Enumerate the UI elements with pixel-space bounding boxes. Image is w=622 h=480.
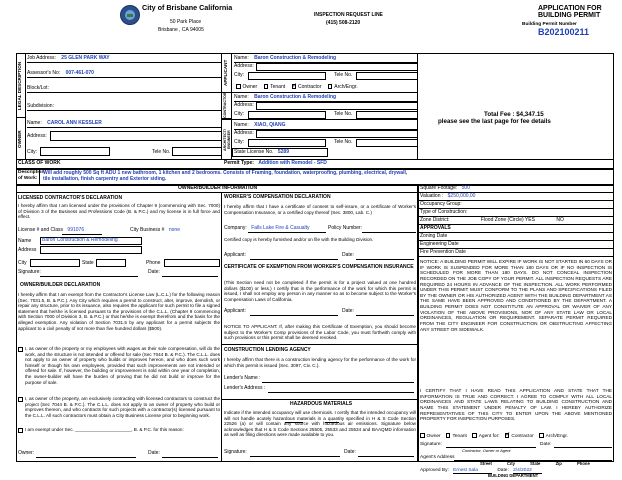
hazard-text: Indicate if the intended occupancy will use chemicals. I certify that the intended occupancy will will not handle acutely hazardous materials in a quantity specified in H & S Code Section 22526 (a) or will contain any source with hazardous air emissions. Signature below acknowledges that H & S Code Sections 25505, 25533 and 25534 and BAAQMD information as well as filing directions were made available to you. [224, 410, 416, 438]
approved-by-value: Ernest Sala [453, 468, 492, 474]
fire-date-label: Fire Prevention Date [420, 249, 466, 255]
lc-name-row [18, 239, 31, 245]
lc-state-field[interactable] [96, 259, 126, 267]
checkbox-icon[interactable] [18, 428, 23, 433]
architect-address-field[interactable] [256, 130, 418, 138]
wc-cert-text: Certified copy is hereby furnished and/or on file with the Building Division. [224, 237, 374, 242]
zone-row [418, 217, 614, 225]
construction-row [418, 209, 614, 217]
architect-city-field[interactable] [248, 139, 326, 147]
approved-date-value: 2/4/2022 [513, 468, 542, 474]
applicant-tel-label: Tele No. [334, 72, 353, 78]
job-address-row [27, 56, 222, 63]
wc-date-line [356, 259, 414, 260]
checkbox-icon[interactable] [18, 347, 23, 352]
side-role-row [420, 433, 568, 439]
owner-address-label: Address: [27, 133, 47, 139]
side-signature-label: Signature: [420, 442, 442, 447]
fee-note: please see the last page for fee details [438, 118, 551, 125]
architect-name-label: Name: [234, 122, 249, 128]
zoning-date-label: Zoning Date [420, 233, 448, 239]
lc-date-label: Date: [148, 269, 160, 275]
permit-number: B202100211 [538, 27, 590, 37]
ob-option-3-text: I am exempt under Sec. ______________________, B. & P.C. for this reason: [25, 427, 184, 432]
description-value: Will add roughly 500 Sq ft ADU 1 new bathroom, 1 kitchen and 2 bedrooms. Consists of Framing, foundation, waterproofing, plumbing, electrical, drywall, tile installation, finish carpentry and Exterior siding. [43, 170, 408, 182]
job-address-label: Job Address: [27, 55, 56, 61]
certify-text: I CERTIFY THAT I HAVE READ THIS APPLICATION AND STATE THAT THE INFORMATION IS TRUE AND CORRECT. I AGREE TO COMPLY WITH ALL LOCAL ORDINANCES AND STATE LAWS RELATING TO BUILDING CONSTRUCTION AND NAME THIS STATEMENT UNDER PENALTY OF LAW. I HEREBY AUTHORIZE REPRESENTATIVES OF THIS CITY TO ENTER UPON THE ABOVE MENTIONED PROPERTY FOR INSPECTION PURPOSES. [420, 388, 612, 422]
owner-tel-label: Tele No. [152, 149, 171, 155]
permit-notice: NOTICE: A BUILDING PERMIT WILL EXPIRE IF WORK IS NOT STARTED IN 60 DAYS OR IF WORK IS SUSPENDED FOR MORE THAN 180 DAYS OR IF NO INSPECTION IS SCHEDULED FOR MORE THAN 180 DAYS. DO NOT CONCEAL INSPECTION RECORDED ON THE JOB COPY OF YOUR PERMIT. ALL INSPECTION REQUESTS ARE REQUIRED 24 HOURS IN ADVANCE OF THE INSPECTION. ALL WORK PERFORMED UNDER THIS PERMIT MUST CONFORM TO THE PLANS AND SPECIFICATIONS FILED BY THE OWNER OR HIS AUTHORIZED AGENT WITH THE BUILDING DEPARTMENT AS THE SAME HAVE BEEN APPROVED AND CONDITIONED BY THE DEPARTMENT. A BUILDING PERMIT DOES NOT CONSTITUTE AN APPROVAL OR WAIVER OF ANY VIOLATION OF THE ABOVE PROVISIONS, NOR OF ANY STATE LAW OR LOCAL ORDINANCES, REGULATION OR REQUIREMENT. SEPARATE PERMIT REQUIRED FROM THE CITY ENGINEER FOR CONSTRUCTION OR OBSTRUCTING AFFECTING ANY STREET OR SIDEWALK. [420, 259, 612, 332]
architect-city-label: City: [234, 139, 244, 145]
subdivision-label: Subdivision: [27, 103, 54, 109]
addr-columns [480, 462, 590, 467]
architect-name-row [234, 123, 418, 130]
building-department: BUILDING DEPARTMENT [488, 473, 539, 478]
contractor-name-value: Baron Construction & Remodeling [254, 94, 337, 100]
checkbox-checked-icon[interactable] [505, 433, 510, 438]
biz-license-label: City Business # [130, 227, 165, 233]
lending-title: CONSTRUCTION LENDING AGENCY [224, 347, 311, 353]
application-title-1: APPLICATION FOR [538, 5, 602, 12]
lc-signature-label: Signature: [18, 269, 41, 275]
description-label: Description of Work: [18, 170, 45, 181]
city-address-line1: 50 Park Place [170, 19, 202, 25]
architect-tel-field[interactable] [356, 139, 418, 147]
lc-name-label: Name [18, 238, 32, 244]
exemption-notice: NOTICE TO APPLICANT: If, after making this Certificate of Exemption, you should become subject to the Worker's Comp provisions of the Labor Code, you must forthwith comply with such provisions or this permit shall be deemed revoked. [224, 324, 416, 341]
owner-city-field[interactable] [40, 147, 110, 156]
license-line [62, 234, 102, 235]
owner-tel-field[interactable] [172, 147, 222, 156]
job-address-value: 25 GLEN PARK WAY [61, 55, 110, 61]
wc-company-row [224, 226, 310, 232]
hazard-title: HAZARDOUS MATERIALS [290, 401, 353, 407]
owner-name-row [27, 121, 222, 128]
side-date-label: Date: [540, 442, 552, 447]
owner-name-value: CAROL ANN KESSLER [47, 120, 102, 126]
sqft-label: Square Footage: [420, 185, 458, 191]
lending-divider [222, 344, 418, 345]
block-lot-row [27, 86, 222, 93]
inspection-line-title: INSPECTION REQUEST LINE [314, 12, 383, 18]
lc-signature-line [40, 276, 138, 277]
biz-license-row [130, 228, 180, 234]
side-role-contractor[interactable]: ✓ Contractor [505, 434, 534, 439]
architect-tel-label: Tele No. [334, 139, 353, 145]
ex-date-line [356, 315, 414, 316]
ex-applicant-label: Applicant: [224, 308, 246, 314]
addr-col-zip: Zip [555, 461, 562, 466]
zoning-date-row [418, 233, 614, 241]
lc-phone-field[interactable] [164, 259, 220, 267]
applicant-section-label: APPLICANT [223, 59, 228, 87]
checkbox-icon[interactable] [18, 397, 23, 402]
permit-type-row [224, 161, 327, 167]
architect-license-value: 5289 [277, 149, 289, 155]
applicant-city-label: City: [234, 72, 244, 78]
subdivision-row [27, 104, 222, 111]
checkbox-icon[interactable] [420, 433, 425, 438]
architect-license-label: State License No. [234, 149, 274, 155]
valuation-row [418, 193, 614, 201]
applicant-role-owner[interactable]: Owner [236, 84, 257, 90]
addr-col-phone: Phone [577, 461, 590, 466]
lender-name-label: Lender's Name : [224, 375, 261, 381]
sqft-row [418, 185, 614, 193]
owner-builder-text: I hereby affirm that I am exempt from the Contractor's License Law (L.C.L.) for the following reason (Sec. 7031.5, B. & P.C.). Any City which requires a permit to construct, alter, improve, demolish, or repair any structure, prior to its issuance, also requires the applicant for such permit to file a signed statement that he/she is licensed pursuant to the provisions of the C.L.L. (Chapter 9 commencing with Section 7000 of Division 3, B. & P.C.) or that he/she is exempt therefrom and the basis for the alleged exemption. Any violation of Section 7031.5 by any applicant for a permit subjects the applicant to a civil penalty of not more than five hundred dollars ($500). [18, 292, 220, 331]
addr-col-state: State [530, 461, 541, 466]
fire-date-row [418, 249, 614, 257]
application-title-2: BUILDING PERMIT [538, 12, 601, 19]
approvals-title [418, 225, 614, 233]
checkbox-icon[interactable] [539, 433, 544, 438]
architect-address-label: Address: [234, 130, 254, 136]
assessor-row [27, 71, 222, 78]
occupancy-row [418, 201, 614, 209]
exemption-title: CERTIFICATE OF EXEMPTION FROM WORKER'S COMPENSATION INSURANCE [224, 264, 414, 270]
city-address-line2: Brisbane , CA 94005 [158, 27, 204, 33]
checkbox-icon[interactable] [472, 433, 477, 438]
lender-name-line [262, 382, 414, 383]
contractor-bottom-line [222, 93, 418, 120]
side-role-owner[interactable]: Owner [420, 434, 441, 439]
contractor-name-label: Name: [234, 94, 249, 100]
owner-name-label: Name: [27, 120, 42, 126]
wc-company-value: Falls Lake Fire & Casualty [251, 225, 310, 231]
contractor-address-label: Address: [234, 102, 254, 108]
wc-applicant-label: Applicant: [224, 252, 246, 258]
permit-number-label: Building Permit Number [522, 22, 577, 27]
wc-policy-label: Policy Number: [328, 225, 362, 231]
side-date-line [554, 447, 612, 448]
lc-city-label: City [18, 260, 27, 266]
wc-applicant-line [250, 259, 338, 260]
construction-label: Type of Construction: [420, 209, 468, 215]
applicant-bottom-line [222, 53, 418, 93]
addr-col-street: Street [480, 461, 492, 466]
sig-caption: Contractor, Owner or Agent [462, 448, 511, 453]
side-role-tenant[interactable]: Tenant [446, 434, 467, 439]
inspection-phone: (415) 508-2120 [326, 20, 361, 26]
city-name: City of Brisbane California [142, 3, 233, 12]
ob-option-1-text: I, as owner of the property or my employees with wages as their sole compensation, will do the work, and the structure is not intended or offered for sale (Sec 7044 B. & P.C.). The C.L.L. does not apply to an owner of property who builds or improves hereon, and who does such work himself or though his own employees, provided that such improvements are not intended or offered for sale. If, however, the building or improvement is sold within one year of completion, the owner-builder will have the burden of proving that he did not build or improve for the purpose of sale. [25, 346, 220, 385]
class-of-work-label: CLASS OF WORK [18, 160, 61, 166]
legal-label-box [16, 53, 26, 118]
lc-address-field[interactable] [40, 246, 142, 254]
license-class-label: License # and Class [18, 227, 64, 233]
workers-comp-text: I hereby affirm that I have a certificate of consent to self-insure, or a certificate of Worker's Compensation Insurance, or a certified copy thereof (Sec. 3800, Lab. C.) [224, 204, 416, 215]
city-seal [120, 5, 140, 25]
licensed-contractor-title: LICENSED CONTRACTOR'S DECLARATION [18, 195, 123, 201]
ob-owner-line [36, 457, 136, 458]
applicant-name-value: Baron Construction & Remodeling [254, 55, 337, 61]
assessor-label: Assessor's No: [27, 70, 61, 76]
lc-address-label: Address [18, 247, 37, 253]
contractor-tel-label: Tele No. [334, 111, 353, 117]
engineering-date-row [418, 241, 614, 249]
hazard-will-line [285, 422, 303, 423]
lc-state-label: State [82, 260, 94, 266]
lender-address-line [268, 392, 414, 393]
lc-name-value: Baron Construction & Remodeling [42, 237, 118, 243]
lc-city-field[interactable] [30, 259, 80, 267]
engineering-date-label: Engineering Date [420, 241, 459, 247]
applicant-role-arch[interactable]: Arch/Engr. [328, 84, 358, 90]
flood-label: Flood Zone (Circle) YES [480, 217, 535, 223]
lc-date-line [162, 276, 218, 277]
side-role-agent[interactable]: Agent for: [472, 434, 499, 439]
applicant-role-tenant[interactable]: Tenant [264, 84, 286, 90]
occupancy-label: Occupancy Group: [420, 201, 462, 207]
ob-date-line [162, 457, 218, 458]
zone-label: Zone District: [420, 217, 450, 223]
approvals-title-text: APPROVALS [420, 225, 451, 231]
wc-policy-line [362, 232, 416, 233]
contractor-city-label: City: [234, 111, 244, 117]
sqft-value: 500 [461, 185, 470, 191]
lender-address-label: Lender's Address : [224, 385, 266, 391]
valuation-label: Valuation : [420, 193, 444, 199]
architect-name-value: XIAO, QIANG [254, 122, 286, 128]
permit-type-label: Permit Type: [224, 160, 254, 166]
owner-address-field[interactable] [50, 131, 222, 141]
legal-description-label: LEGAL DESCRIPTION [17, 61, 22, 110]
ob-option-2-text: I, as owner of the property, am exclusively contracting with licensed contractors to construct the project (Sec 7044 B. & P.C.). The C.L.L. does not apply to an owner of property who build or improves thereon, and who contracts for such projects with a contractor(s) licensed pursuant to the C.L.L. All such contractors must obtain a City Business License prior to beginning work. [25, 396, 220, 418]
wc-company-label: Company: [224, 225, 247, 231]
lc-phone-label: Phone [146, 260, 161, 266]
contractor-section-label: CONTRACTOR [223, 92, 227, 118]
ob-date-label: Date: [148, 450, 160, 456]
approved-label: Approved By: [420, 468, 449, 473]
wc-date-label: Date: [342, 252, 354, 258]
hazard-signature-line [250, 456, 340, 457]
hazard-signature-label: Signature: [224, 449, 247, 455]
owner-city-label: City: [27, 149, 37, 155]
assessor-value: 007-461-070 [65, 70, 94, 76]
total-fee: Total Fee : $4,347.15 [484, 111, 544, 118]
architect-license-field[interactable] [232, 148, 328, 157]
ex-date-label: Date: [342, 308, 354, 314]
hazard-willnot-line [325, 422, 339, 423]
architect-section-label: ARCHITECT/ ENGINEER [223, 129, 232, 151]
hazard-divider [222, 399, 418, 400]
licensed-contractor-text: I hereby affirm that I am licensed under the provisions of Chapter 9 (commencing with Sec. 7000) of Division 3 of the Business and Professions Code (B. & P.C.) and my license is in full force and effect. [18, 203, 220, 220]
owner-section-label: OWNER [17, 130, 22, 148]
side-role-arch[interactable]: Arch/Engr. [539, 434, 568, 439]
license-class-row [18, 228, 84, 234]
checkbox-icon[interactable] [446, 433, 451, 438]
hazard-date-label: Date: [344, 449, 356, 455]
approved-date-label: Date: [497, 468, 509, 473]
addr-col-city: City [507, 461, 515, 466]
hazard-date-line [358, 456, 414, 457]
permit-type-value: Addition with Remodel - SFD [258, 160, 327, 166]
ob-owner-label: Owner: [18, 450, 35, 456]
exemption-text: (This Section need not be completed if the permit is for a project valued at one hundred dollars ($100) or less.) I certify that in the performance of the work for which this permit is issued, I shall not employ any person in any manner so as to become subject to the Worker's Compensation Laws of California. [224, 280, 416, 302]
lending-text: I hereby affirm that there is a construction lending agency for the performance of the work for which this permit is issued (Sec. 3097, Civ. C.). [224, 357, 416, 368]
flood-no: NO [556, 217, 564, 223]
applicant-role-contractor[interactable]: ✓ Contractor [292, 84, 322, 90]
info-header: OWNER/BUILDER INFORMATION [178, 185, 258, 191]
applicant-address-label: Address: [234, 63, 254, 69]
block-lot-label: Block/Lot: [27, 85, 49, 91]
owner-builder-title: OWNER/BUILDER DECLARATION [20, 282, 101, 288]
license-class-value: 991076 [67, 227, 85, 233]
workers-comp-title: WORKER'S COMPENSATION DECLARATION [224, 194, 331, 200]
biz-license-value: none [168, 227, 180, 233]
owner-city-row [27, 150, 37, 156]
ex-applicant-line [250, 315, 338, 316]
applicant-name-label: Name: [234, 55, 249, 61]
wc-company-line [248, 232, 326, 233]
valuation-value: $250,000.00 [447, 193, 476, 199]
agent-address-label: Agent's Address [420, 455, 455, 460]
